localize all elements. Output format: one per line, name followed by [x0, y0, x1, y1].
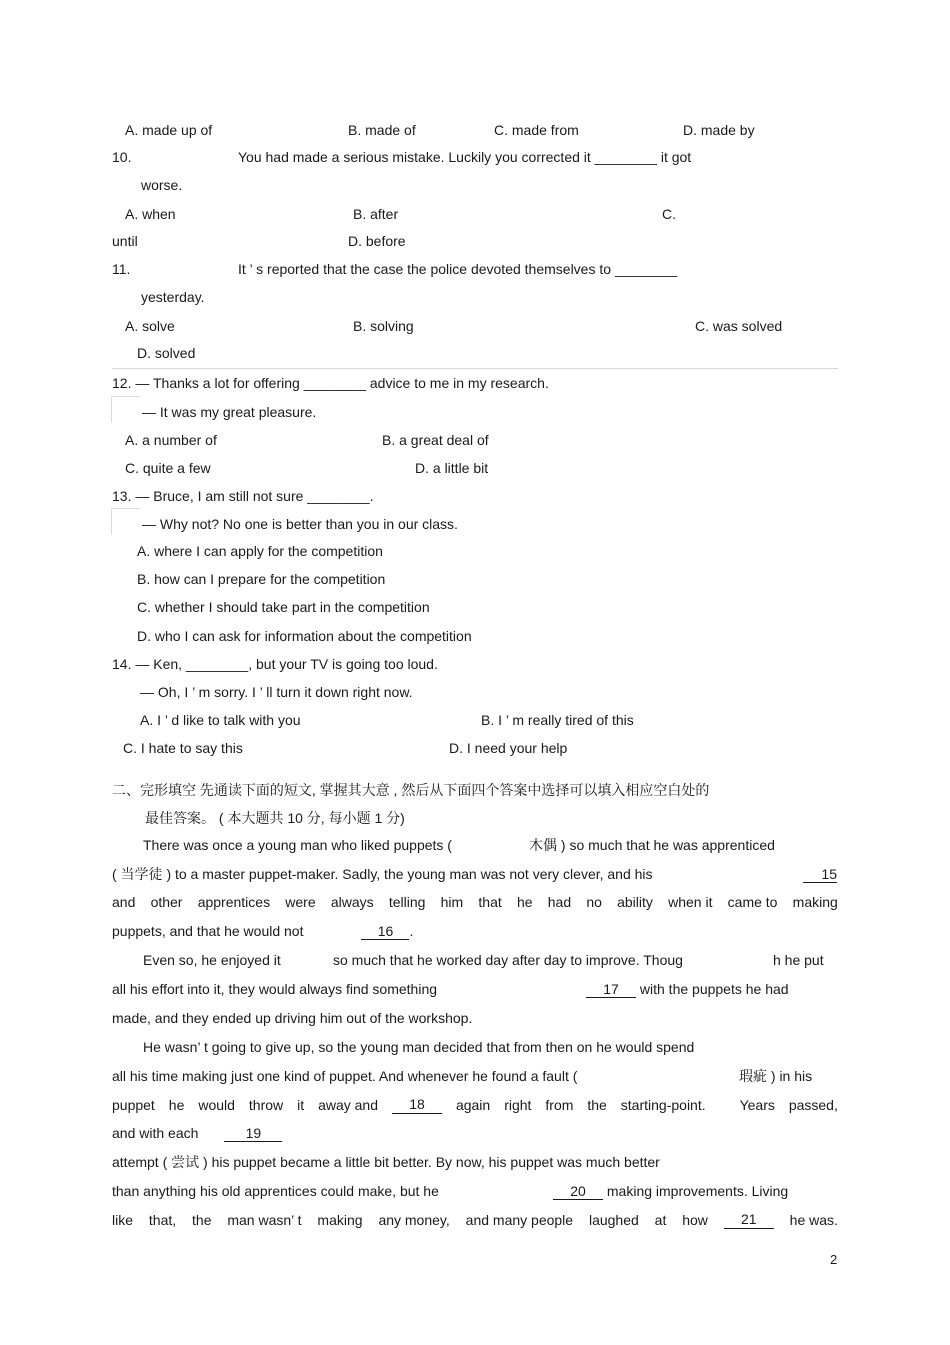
q14-option-a: A. I ’ d like to talk with you	[140, 712, 301, 728]
p1-line1a: There was once a young man who liked puppets (	[143, 837, 452, 853]
q10-option-b: B. after	[353, 206, 399, 222]
word: starting-point.	[620, 1097, 706, 1113]
q10-number: 10.	[112, 149, 132, 165]
blank-17: 17	[586, 981, 636, 998]
q13-line2: — Why not? No one is better than you in our class.	[142, 516, 458, 532]
q12-line1: 12. — Thanks a lot for offering ________ advice to me in my research.	[112, 375, 549, 391]
q10-option-c: C.	[662, 206, 676, 222]
q11-stem: It ’ s reported that the case the police devoted themselves to ________	[238, 261, 678, 277]
word: Years	[739, 1097, 775, 1113]
p2-line2b	[586, 980, 789, 998]
word: were	[285, 894, 316, 910]
word: laughed	[588, 1212, 639, 1228]
q11-stem-cont: yesterday.	[141, 289, 205, 305]
p3-line5: attempt ( 尝试 ) his puppet became a little bit better. By now, his puppet was much better	[112, 1154, 660, 1170]
word: no	[586, 894, 602, 910]
q13-option-d: D. who I can ask for information about the competition	[137, 628, 472, 644]
p3-line6a: than anything his old apprentices could make, but he	[112, 1183, 439, 1199]
q12-option-a: A. a number of	[125, 432, 217, 448]
word: passed,	[788, 1097, 838, 1113]
word: making	[317, 1212, 363, 1228]
word: apprentices	[197, 894, 271, 910]
p2-line1c: h he put	[773, 952, 824, 968]
word: always	[330, 894, 374, 910]
blank-20: 20	[553, 1183, 603, 1200]
blank-19: 19	[224, 1125, 282, 1142]
q12-option-b: B. a great deal of	[382, 432, 489, 448]
word: he	[516, 894, 533, 910]
p2-line3: made, and they ended up driving him out of the workshop.	[112, 1010, 473, 1026]
blank-15	[803, 865, 837, 883]
p1-line3	[112, 893, 838, 911]
word: and many people	[465, 1212, 574, 1228]
p2-line1a: Even so, he enjoyed it	[143, 952, 281, 968]
p1-line4-text: puppets, and that he would not	[112, 923, 304, 939]
p1-line2: ( 当学徒 ) to a master puppet-maker. Sadly, the young man was not very clever, and his	[112, 866, 653, 882]
word: that	[478, 894, 502, 910]
word: had	[547, 894, 572, 910]
word: away and	[318, 1097, 379, 1113]
word: again	[455, 1097, 491, 1113]
page-number: 2	[830, 1252, 838, 1267]
p3-line6b-text: making improvements. Living	[606, 1183, 789, 1199]
blank-15-label: 15	[803, 866, 837, 883]
q12-option-d: D. a little bit	[415, 460, 489, 476]
word: and	[112, 894, 136, 910]
q10-option-c-cont: until	[112, 233, 138, 249]
q11-option-d: D. solved	[137, 345, 196, 361]
q12-line2: — It was my great pleasure.	[142, 404, 317, 420]
word: right	[504, 1097, 532, 1113]
p3-line1: He wasn’ t going to give up, so the young man decided that from then on he would spend	[143, 1039, 695, 1055]
q11-option-b: B. solving	[353, 318, 414, 334]
p3-line4-text: and with each	[112, 1125, 199, 1141]
q13-option-c: C. whether I should take part in the competition	[137, 599, 430, 615]
word: how	[682, 1212, 708, 1228]
q9-option-d: D. made by	[683, 122, 755, 138]
p3-line7	[112, 1211, 838, 1229]
word: other	[150, 894, 183, 910]
q11-option-a: A. solve	[125, 318, 175, 334]
word: when it	[668, 894, 713, 910]
p3-line6b	[553, 1182, 788, 1200]
section2-heading: 二、完形填空 先通读下面的短文, 掌握其大意 , 然后从下面四个答案中选择可以填入相应空白处的	[112, 782, 710, 798]
word: came to	[727, 894, 778, 910]
separator-line	[112, 368, 838, 369]
p3-line3	[112, 1096, 838, 1114]
word: it	[297, 1097, 305, 1113]
q14-line1: 14. — Ken, ________, but your TV is going too loud.	[112, 656, 438, 672]
q10-option-a: A. when	[125, 206, 176, 222]
word: he was.	[789, 1212, 838, 1228]
section2-heading-cont: 最佳答案。 ( 本大题共 10 分, 每小题 1 分)	[145, 810, 405, 826]
q11-number: 11.	[112, 261, 131, 277]
q9-option-c: C. made from	[494, 122, 579, 138]
q13-box	[111, 508, 140, 535]
p3-line4	[112, 1124, 282, 1142]
word: making	[792, 894, 838, 910]
p3-line2b: 瑕疵 ) in his	[739, 1068, 813, 1084]
q10-stem-cont: worse.	[141, 177, 183, 193]
q11-option-c: C. was solved	[695, 318, 783, 334]
word: throw	[248, 1097, 284, 1113]
q14-option-b: B. I ’ m really tired of this	[481, 712, 634, 728]
q13-option-b: B. how can I prepare for the competition	[137, 571, 386, 587]
word: puppet	[112, 1097, 155, 1113]
q14-option-c: C. I hate to say this	[123, 740, 243, 756]
q14-option-d: D. I need your help	[449, 740, 568, 756]
blank-16: 16	[361, 923, 409, 940]
word: the	[587, 1097, 607, 1113]
q13-line1: 13. — Bruce, I am still not sure ________.	[112, 488, 374, 504]
word: the	[192, 1212, 212, 1228]
q10-stem: You had made a serious mistake. Luckily you corrected it ________ it got	[238, 149, 692, 165]
q12-box	[111, 396, 140, 423]
blank-18: 18	[392, 1096, 442, 1114]
p1-line4: puppets, and that he would not 16 .	[112, 923, 414, 939]
word: he	[168, 1097, 185, 1113]
q9-option-a: A. made up of	[125, 122, 213, 138]
p1-line1b: 木偶 ) so much that he was apprenticed	[529, 837, 775, 853]
p2-line2a: all his effort into it, they would always find something	[112, 981, 438, 997]
word: him	[440, 894, 464, 910]
q9-option-b: B. made of	[348, 122, 416, 138]
word: would	[198, 1097, 235, 1113]
word: telling	[388, 894, 426, 910]
p2-line1b: so much that he worked day after day to improve. Thoug	[333, 952, 683, 968]
q10-option-d: D. before	[348, 233, 406, 249]
p3-line2a: all his time making just one kind of puppet. And whenever he found a fault (	[112, 1068, 578, 1084]
word: man wasn’ t	[227, 1212, 302, 1228]
blank-21: 21	[724, 1211, 774, 1229]
word: any money,	[378, 1212, 450, 1228]
word: at	[654, 1212, 667, 1228]
q12-option-c: C. quite a few	[125, 460, 211, 476]
word: that,	[148, 1212, 177, 1228]
q14-line2: — Oh, I ’ m sorry. I ’ ll turn it down right now.	[140, 684, 413, 700]
word: like	[112, 1212, 134, 1228]
word: ability	[617, 894, 653, 910]
q13-option-a: A. where I can apply for the competition	[137, 543, 383, 559]
word: from	[545, 1097, 574, 1113]
p2-line2b-text: with the puppets he had	[639, 981, 789, 997]
